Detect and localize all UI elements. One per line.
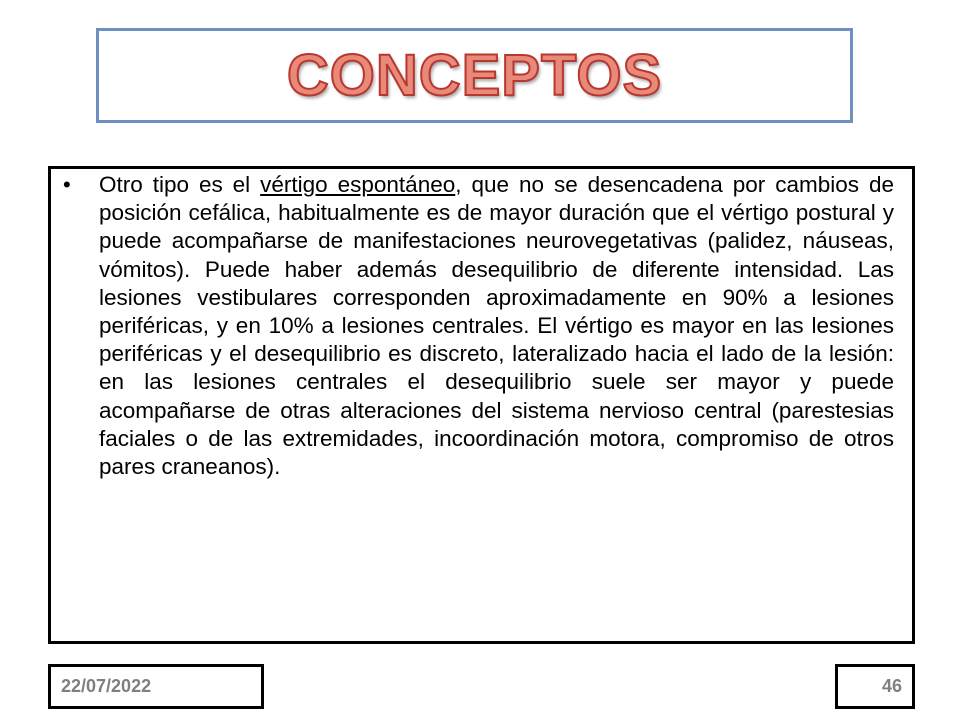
title-frame: [96, 28, 853, 123]
body-paragraph: [99, 171, 894, 481]
content-frame: [48, 166, 915, 644]
underlined-term: vértigo espontáneo: [260, 172, 456, 197]
page-number-footer: [835, 664, 915, 709]
body-text-before: Otro tipo es el: [99, 172, 261, 197]
date-footer: [48, 664, 264, 709]
slide-title: CONCEPTOS: [286, 42, 663, 108]
body-text-after: , que no se desencadena por cambios de posición cefálica, habitualmente es de mayor duración que el vértigo postural y puede acompañarse de manifestaciones neurovegetativas (palidez, náuseas, vómitos). Puede haber además desequilibrio de diferente intensidad. Las lesiones vestibulares corresponden aproximadamente en 90% a lesiones periféricas, y en 10% a lesiones centrales. El vértigo es mayor en las lesiones periféricas y el desequilibrio es discreto, lateralizado hacia el lado de la lesión: en las lesiones centrales el desequilibrio suele ser mayor y puede acompañarse de otras alteraciones del sistema nervioso central (parestesias faciales o de las extremidades, incoordinación motora, compromiso de otros pares craneanos).: [99, 172, 894, 480]
bullet-item: [61, 171, 894, 481]
footer-date: 22/07/2022: [61, 676, 152, 696]
bullet-marker: •: [63, 172, 71, 197]
footer-page-number: 46: [881, 676, 902, 696]
